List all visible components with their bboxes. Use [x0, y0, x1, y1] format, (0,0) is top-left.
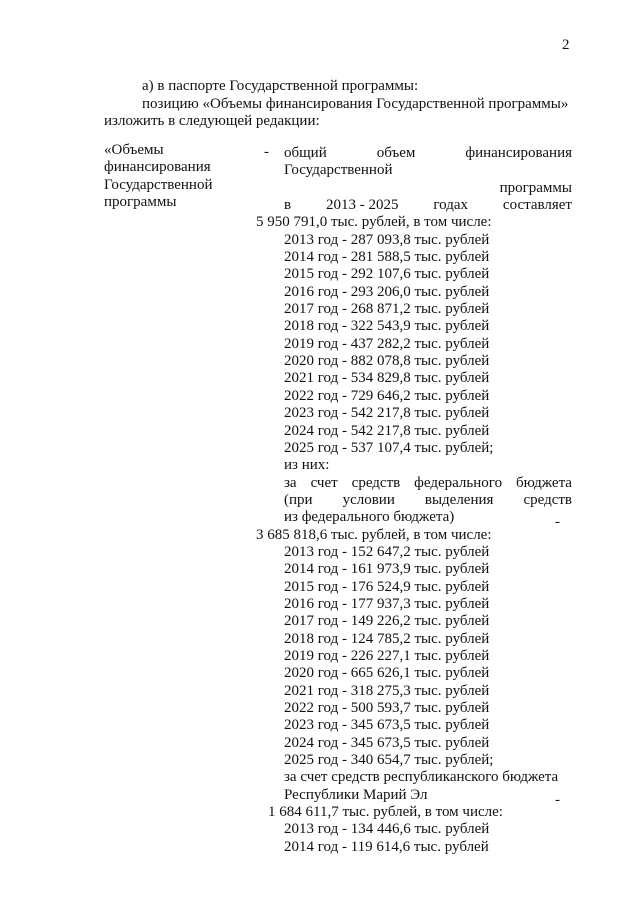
- word: объем: [376, 145, 416, 161]
- separator-dash: -: [264, 144, 269, 160]
- total-years-list: [284, 232, 572, 457]
- republic-dash: -: [555, 791, 560, 808]
- year-amount: 2021 год - 318 275,3 тыс. рублей: [284, 682, 490, 699]
- word: (при: [284, 491, 313, 508]
- intro-line-3: изложить в следующей редакции:: [104, 113, 320, 129]
- federal-line-1: [284, 475, 572, 492]
- word: в: [284, 197, 292, 214]
- year-amount: 2013 год - 152 647,2 тыс. рублей: [284, 543, 490, 560]
- total-amount: 5 950 791,0 тыс. рублей, в том числе:: [256, 214, 492, 231]
- year-amount: 2022 год - 729 646,2 тыс. рублей: [284, 387, 490, 404]
- federal-line-2: [284, 492, 572, 509]
- year-amount: 2024 год - 345 673,5 тыс. рублей: [284, 734, 490, 751]
- year-amount: 2023 год - 542 217,8 тыс. рублей: [284, 405, 490, 422]
- of-them-label: из них:: [284, 457, 330, 474]
- year-amount: 2018 год - 124 785,2 тыс. рублей: [284, 630, 490, 647]
- position-title-line: финансирования: [104, 159, 211, 176]
- intro-line-2: позицию «Объемы финансирования Государственной программы»: [142, 96, 569, 112]
- year-amount: 2016 год - 177 937,3 тыс. рублей: [284, 595, 490, 612]
- federal-amount: 3 685 818,6 тыс. рублей, в том числе:: [256, 526, 492, 543]
- total-line-3: программы: [499, 179, 572, 196]
- total-line-2: Государственной: [284, 162, 393, 179]
- financing-description: [256, 145, 572, 856]
- year-amount: 2016 год - 293 206,0 тыс. рублей: [284, 283, 490, 300]
- federal-line-3: [284, 509, 572, 531]
- page-number: 2: [562, 37, 570, 53]
- year-amount: 2014 год - 161 973,9 тыс. рублей: [284, 561, 490, 578]
- position-title-line: программы: [104, 193, 177, 210]
- year-amount: 2022 год - 500 593,7 тыс. рублей: [284, 700, 490, 716]
- year-amount: 2021 год - 534 829,8 тыс. рублей: [284, 370, 490, 387]
- word: за: [284, 474, 297, 491]
- year-amount: 2013 год - 134 446,6 тыс. рублей: [284, 821, 490, 838]
- republic-name-text: Республики Марий Эл: [284, 786, 428, 803]
- word: федерального: [414, 474, 503, 491]
- year-amount: 2019 год - 437 282,2 тыс. рублей: [284, 335, 490, 352]
- word: 2013 - 2025: [325, 197, 399, 214]
- republic-line-2: [284, 786, 572, 808]
- year-amount: 2015 год - 292 107,6 тыс. рублей: [284, 266, 490, 283]
- word: счет: [310, 474, 338, 491]
- total-line-4: [284, 197, 572, 214]
- position-title-line: «Объемы: [104, 142, 164, 158]
- word: средств: [351, 474, 401, 491]
- total-line-1: [284, 145, 572, 162]
- year-amount: 2025 год - 537 107,4 тыс. рублей;: [284, 439, 494, 456]
- position-title: [104, 142, 254, 211]
- word: условии: [342, 491, 395, 508]
- republic-years-list: [284, 821, 572, 856]
- federal-dash: -: [555, 514, 560, 531]
- word: составляет: [502, 197, 572, 214]
- year-amount: 2015 год - 176 524,9 тыс. рублей: [284, 578, 490, 595]
- word: бюджета: [516, 474, 572, 491]
- year-amount: 2024 год - 542 217,8 тыс. рублей: [284, 422, 490, 439]
- word: общий: [284, 145, 327, 161]
- year-amount: 2014 год - 281 588,5 тыс. рублей: [284, 249, 490, 266]
- federal-source-text: из федерального бюджета): [284, 509, 455, 526]
- position-title-line: Государственной: [104, 176, 213, 193]
- year-amount: 2018 год - 322 543,9 тыс. рублей: [284, 318, 490, 335]
- year-amount: 2014 год - 119 614,6 тыс. рублей: [284, 838, 489, 855]
- word: средств: [523, 491, 572, 508]
- year-amount: 2013 год - 287 093,8 тыс. рублей: [284, 231, 490, 248]
- year-amount: 2020 год - 665 626,1 тыс. рублей: [284, 665, 490, 682]
- word: финансирования: [465, 145, 572, 161]
- year-amount: 2017 год - 149 226,2 тыс. рублей: [284, 613, 490, 630]
- year-amount: 2019 год - 226 227,1 тыс. рублей: [284, 647, 490, 664]
- year-amount: 2017 год - 268 871,2 тыс. рублей: [284, 301, 490, 318]
- word: годах: [433, 197, 469, 214]
- word: выделения: [424, 491, 494, 508]
- republic-line-1: за счет средств республиканского бюджета: [284, 769, 559, 786]
- federal-years-list: [284, 544, 572, 769]
- republic-amount: 1 684 611,7 тыс. рублей, в том числе:: [268, 804, 503, 821]
- year-amount: 2025 год - 340 654,7 тыс. рублей;: [284, 752, 494, 769]
- year-amount: 2020 год - 882 078,8 тыс. рублей: [284, 353, 490, 370]
- intro-line-1: а) в паспорте Государственной программы:: [142, 78, 419, 94]
- year-amount: 2023 год - 345 673,5 тыс. рублей: [284, 717, 490, 734]
